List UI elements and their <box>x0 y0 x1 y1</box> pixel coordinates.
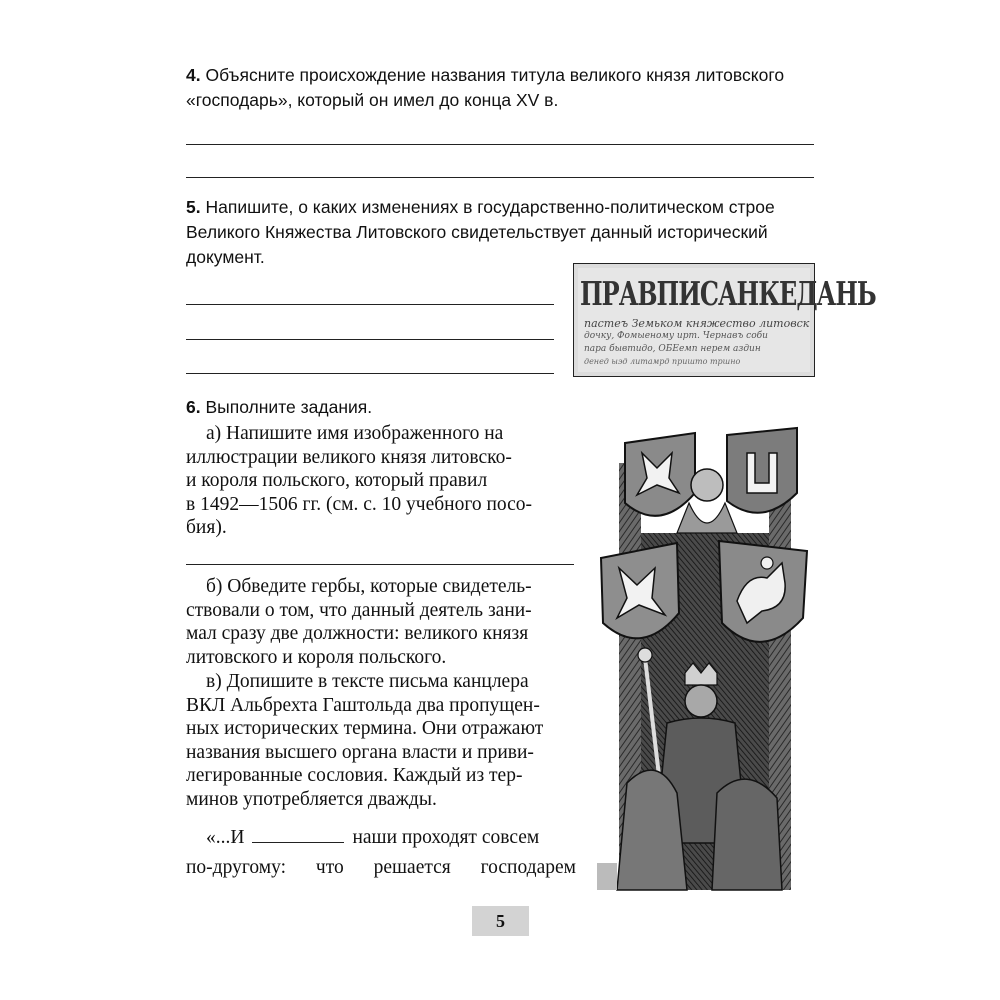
q5-answer-line-3[interactable] <box>186 373 554 374</box>
q6-task-b <box>186 575 576 669</box>
document-script-line-3: пара бывтидо, ОБЕемп нерем аздин <box>584 344 761 354</box>
q6-a-line-3: и короля польского, который правил <box>186 470 488 491</box>
letter-quote <box>186 823 576 883</box>
king-engraving <box>597 423 811 890</box>
q5-answer-line-2[interactable] <box>186 339 554 340</box>
q6-c-line-3: ных исторических термина. Они отражают <box>186 718 544 739</box>
document-script-line-2: дочку, Фомыеному ирт. Чернавъ соби <box>584 331 768 341</box>
historical-document-image <box>573 263 876 377</box>
q5-number: 5. <box>186 197 201 217</box>
q6-c-line-1: в) Допишите в тексте письма канцлера <box>206 671 529 692</box>
quote-after-blank: наши проходят совсем <box>352 827 540 848</box>
q5-text <box>186 195 816 270</box>
page-number: 5 <box>472 906 529 936</box>
q6-c-line-4: названия высшего органа власти и приви- <box>186 741 534 763</box>
q6-a-answer-line[interactable] <box>186 564 574 565</box>
q6-b-line-3: мал сразу две должности: великого князя <box>186 623 529 644</box>
q4-line2: «господарь», который он имел до конца XV в. <box>186 90 559 110</box>
q6-title: Выполните задания. <box>205 397 373 417</box>
q5-answer-line-1[interactable] <box>186 304 554 305</box>
king-illustration <box>597 423 811 890</box>
q4-line1: Объясните происхождение названия титула великого князя литовского <box>205 65 785 85</box>
document-heading-script: ПРАВПИСАНКЕДАНЬ <box>580 274 876 314</box>
q4-number: 4. <box>186 65 201 85</box>
document-script-line-1: пастеъ Земьком княжество литовск <box>584 317 810 330</box>
q4-answer-line-1[interactable] <box>186 144 814 145</box>
q6-a-line-5: бия). <box>186 517 227 538</box>
quote-line-2: по-другому: что решается господарем <box>186 857 576 878</box>
document-script-line-4: денед ыэд литамрд пришто тршно <box>584 357 741 366</box>
q5-line1: Напишите, о каких изменениях в государственно-политическом строе <box>205 197 775 217</box>
q4-text <box>186 63 826 113</box>
q5-line2: Великого Княжества Литовского свидетельствует данный исторический <box>186 222 768 242</box>
q6-b-line-2: ствовали о том, что данный деятель зани- <box>186 599 532 621</box>
q6-a-line-2: иллюстрации великого князя литовско- <box>186 446 512 468</box>
q6-b-line-1: б) Обведите гербы, которые свидетель- <box>206 576 532 597</box>
q6-task-a <box>186 422 576 540</box>
q6-number: 6. <box>186 397 201 417</box>
quote-start: «...И <box>206 827 245 848</box>
q6-c-line-2: ВКЛ Альбрехта Гаштольда два пропущен- <box>186 694 540 716</box>
q6-c-line-5: легированные сословия. Каждый из тер- <box>186 765 523 786</box>
q6-c-line-6: минов употребляется дважды. <box>186 788 437 810</box>
q6-task-c <box>186 670 576 811</box>
shield-columns-top <box>727 428 797 513</box>
q6-a-line-4: в 1492—1506 гг. (см. с. 10 учебного посо- <box>186 493 533 515</box>
q5-line3: документ. <box>186 247 265 267</box>
q6-b-line-4: литовского и короля польского. <box>186 646 447 668</box>
q6-a-line-1: а) Напишите имя изображенного на <box>206 423 504 444</box>
q4-answer-line-2[interactable] <box>186 177 814 178</box>
q6-heading <box>186 395 372 420</box>
quote-blank-1[interactable] <box>252 826 344 843</box>
